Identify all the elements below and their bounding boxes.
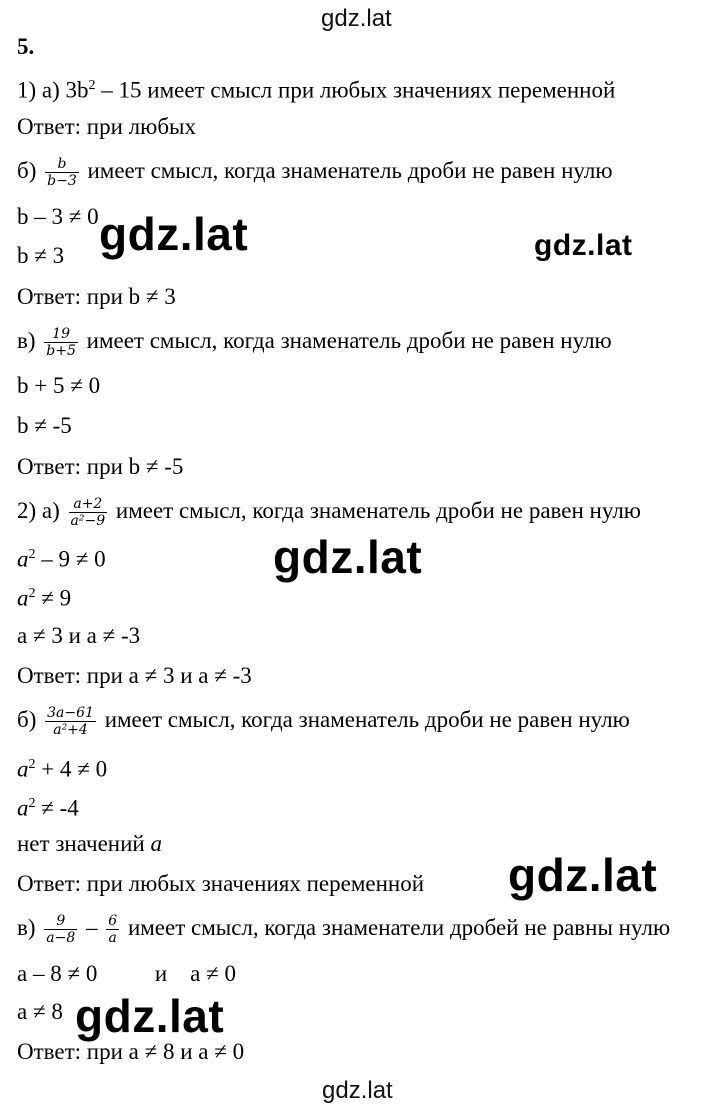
solution-line: b + 5 ≠ 0 — [17, 373, 101, 398]
answer-line: Ответ: при любых — [17, 114, 196, 139]
fraction: $\frac{19}{b+5}$ — [46, 326, 76, 359]
solution-line: b – 3 ≠ 0 — [17, 204, 99, 229]
solution-line: b ≠ 3 — [17, 243, 65, 268]
fraction: $\frac{3a-61}{\text{a²+4}}$ — [47, 705, 94, 738]
solution-line: в) $\frac{9}{a-8}$ – $\frac{6}{a}$ имеет смысл, когда знаменатели дробей не равны нулю — [17, 913, 671, 946]
watermark-mark: gdz.lat — [273, 531, 423, 583]
fraction: $\frac{b}{b-3}$ — [47, 156, 77, 189]
solution-line: нет значений a — [17, 831, 162, 856]
fraction: $\frac{a+2}{\text{a²−9}}$ — [70, 496, 106, 529]
watermark-bottom: gdz.lat — [322, 1077, 393, 1104]
watermark-mark: gdz.lat — [75, 990, 225, 1042]
watermark-mark: gdz.lat — [508, 849, 658, 901]
solution-line: $a^2 \ne 9$ — [17, 585, 72, 611]
solution-line: a ≠ 3 и a ≠ -3 — [17, 623, 141, 648]
solution-line: б) $\frac{3a-61}{\text{a²+4}}$ имеет смысл, когда знаменатель дроби не равен нулю — [17, 705, 630, 738]
solution-line: 2) а) $\frac{a+2}{\text{a²−9}}$ имеет смысл, когда знаменатель дроби не равен нулю — [17, 496, 641, 529]
fraction: $\frac{6}{a}$ — [108, 913, 118, 946]
solution-line: $a^2 \ne -4$ — [17, 795, 79, 821]
watermark-mark: gdz.lat — [99, 208, 249, 260]
solution-line: б) $\frac{b}{b-3}$ имеет смысл, когда знаменатель дроби не равен нулю — [17, 156, 613, 189]
solution-line: a – 8 ≠ 0 и a ≠ 0 — [17, 961, 236, 986]
watermark-top: gdz.lat — [321, 5, 392, 32]
answer-line: Ответ: при b ≠ -5 — [17, 454, 184, 479]
answer-line: Ответ: при любых значениях переменной — [17, 871, 425, 896]
task-number: 5. — [17, 34, 35, 59]
fraction: $\frac{9}{a-8}$ — [46, 913, 76, 946]
answer-line: Ответ: при a ≠ 8 и a ≠ 0 — [17, 1039, 245, 1064]
solution-line: b ≠ -5 — [17, 413, 72, 438]
solution-line: в) $\frac{19}{b+5}$ имеет смысл, когда знаменатель дроби не равен нулю — [17, 326, 612, 359]
watermark-mark: gdz.lat — [534, 229, 633, 262]
solution-line: $a^2 - 9 \ne 0$ — [17, 546, 106, 572]
answer-line: Ответ: при b ≠ 3 — [17, 284, 176, 309]
solution-line: 1) а) $3b^2 - 15$ имеет смысл при любых значениях переменной — [17, 77, 616, 103]
answer-line: Ответ: при a ≠ 3 и a ≠ -3 — [17, 663, 252, 688]
solution-line: a ≠ 8 — [17, 999, 63, 1024]
solution-line: $a^2 + 4 \ne 0$ — [17, 756, 108, 782]
